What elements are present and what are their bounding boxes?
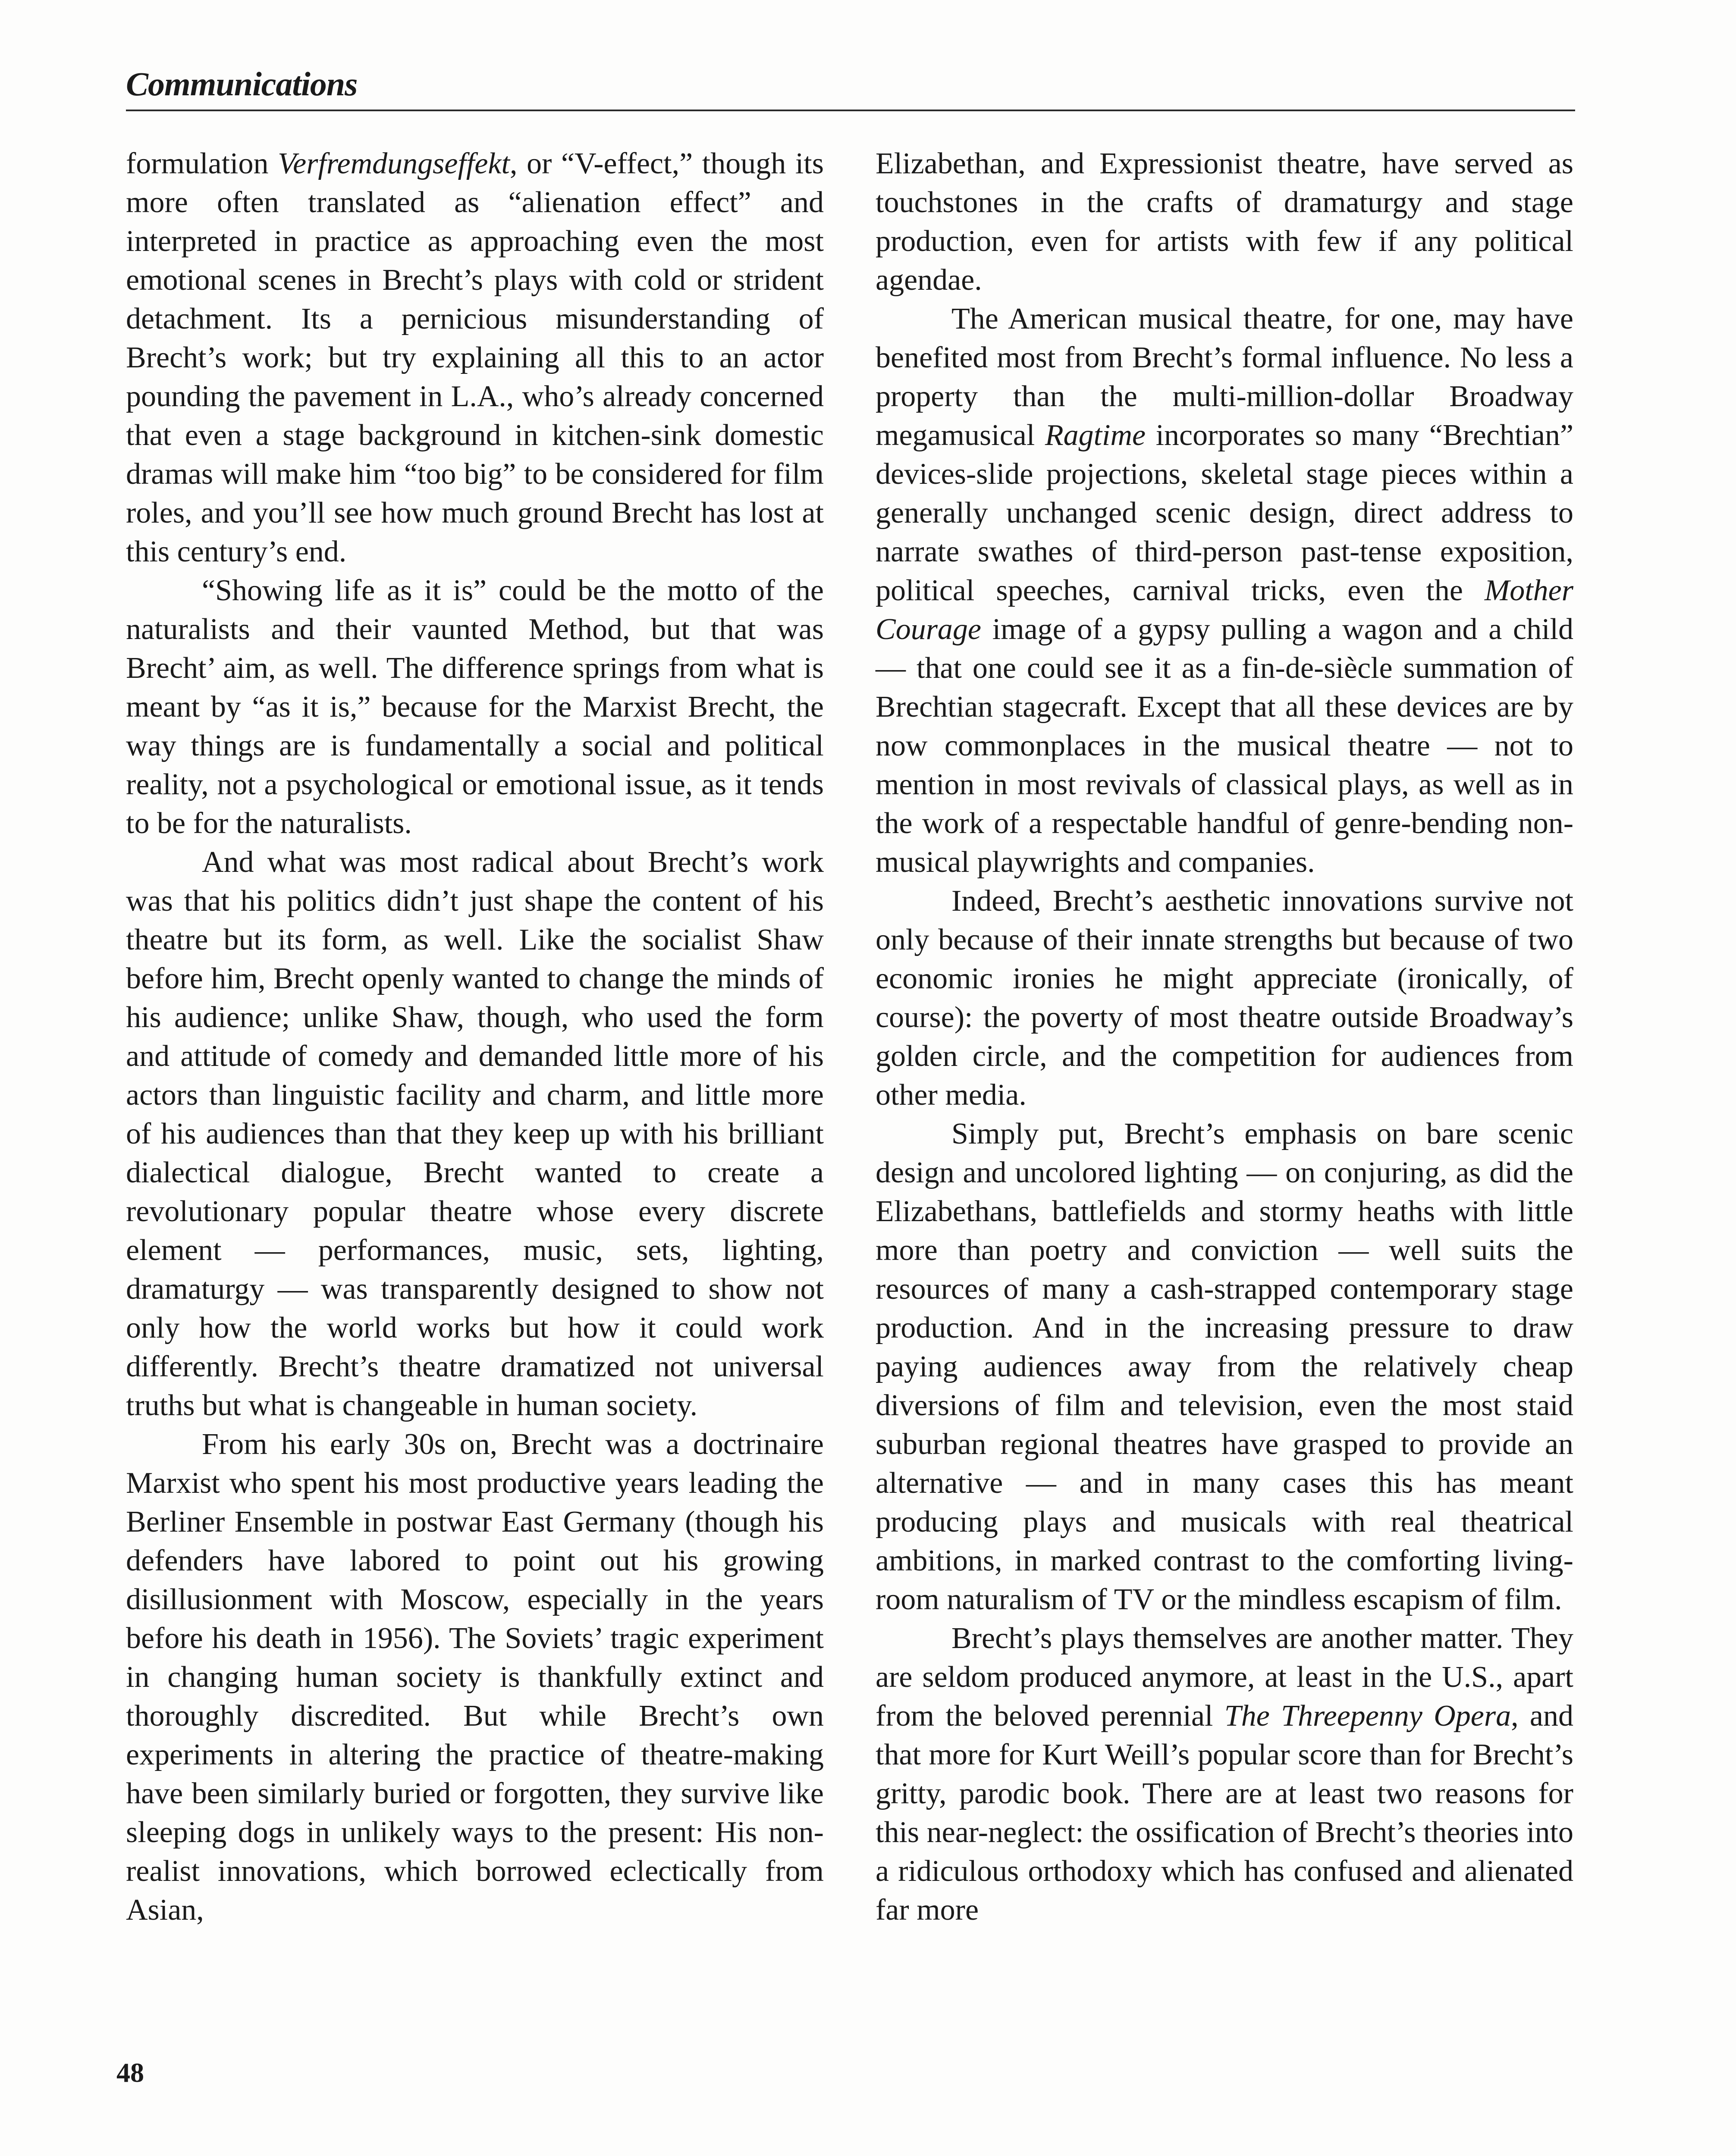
paragraph (126, 144, 824, 571)
text-run: formulation (126, 147, 278, 180)
text-run: Brecht’s plays themselves are another matter. They are seldom produced anymore, at least in the U.S., apart from the beloved perennial (876, 1622, 1573, 1733)
paragraph: And what was most radical about Brecht’s work was that his politics didn’t just shape the content of his theatre but its form, as well. Like the socialist Shaw before him, Brecht openly wanted to change the minds of his audience; unlike Shaw, though, who used the form and attitude of comedy and demanded little more of his actors than linguistic facility and charm, and little more of his audiences than that they keep up with his brilliant dialectical dialogue, Brecht wanted to create a revolutionary popular theatre whose every discrete element — performances, music, sets, lighting, dramaturgy — was transparently designed to show not only how the world works but how it could work differently. Brecht’s theatre dramatized not universal truths but what is changeable in human society. (126, 846, 824, 1422)
header-rule (126, 110, 1575, 111)
running-header (126, 65, 1575, 116)
italic-title: Mother Courage (876, 574, 1573, 646)
paragraph: Indeed, Brecht’s aesthetic innovations survive not only because of their innate strengths but because of two economic ironies he might appreciate (ironically, of course): the poverty of most theatre outside Broadway’s golden circle, and the competition for audiences from other media. (876, 884, 1573, 1112)
paragraph: Simply put, Brecht’s emphasis on bare scenic design and uncolored lighting — on conjuring, as did the Elizabethans, battlefields and stormy heaths with little more than poetry and conviction — well suits the resources of many a cash-strapped contemporary stage production. And in the increasing pressure to draw paying audiences away from the relatively cheap diversions of film and television, even the most staid suburban regional theatres have grasped to provide an alternative — and in many cases this has meant producing plays and musicals with real theatrical ambitions, in marked contrast to the comforting living-room naturalism of TV or the mindless escapism of film. (876, 1117, 1573, 1616)
text-run: incorporates so many “Brechtian” devices-slide projections, skeletal stage pieces within a generally unchanged scenic design, direct address to narrate swathes of third-person past-tense exposition, political speeches, carnival tricks, even the (876, 419, 1574, 607)
paragraph (876, 300, 1573, 882)
right-column (876, 144, 1573, 1930)
paragraph: “Showing life as it is” could be the motto of the naturalists and their vaunted Method, but that was Brecht’ aim, as well. The difference springs from what is meant by “as it is,” because for the Marxist Brecht, the way things are is fundamentally a social and political reality, not a psychological or emotional issue, as it tends to be for the naturalists. (126, 574, 824, 840)
text-run: , or “V-effect,” though its more often translated as “alienation effect” and interpreted in practice as approaching even the most emotional scenes in Brecht’s plays with cold or strident detachment. Its a pernicious misunderstanding of Brecht’s work; but try explaining all this to an actor pounding the pavement in L.A., who’s already concerned that even a stage background in kitchen-sink domestic dramas will make him “too big” to be considered for film roles, and you’ll see how much ground Brecht has lost at this century’s end. (126, 147, 824, 568)
section-title: Communications (126, 65, 358, 103)
paragraph: From his early 30s on, Brecht was a doctrinaire Marxist who spent his most productive years leading the Berliner Ensemble in postwar East Germany (though his defenders have labored to point out his growing disillusionment with Moscow, especially in the years before his death in 1956). The Soviets’ tragic experiment in changing human society is thankfully extinct and thoroughly discredited. But while Brecht’s own experiments in altering the practice of theatre-making have been similarly buried or forgotten, they survive like sleeping dogs in unlikely ways to the present: His non-realist innovations, which borrowed eclectically from Asian, (126, 1428, 824, 1927)
text-run: image of a gypsy pulling a wagon and a child — that one could see it as a fin-de-siècle summation of Brechtian stagecraft. Except that all these devices are by now commonplaces in the musical theatre — not to mention in most revivals of classical plays, as well as in the work of a respectable handful of genre-bending non-musical playwrights and companies. (876, 613, 1573, 879)
paragraph: Elizabethan, and Expressionist theatre, have served as touchstones in the crafts of dramaturgy and stage production, even for artists with few if any political agendae. (876, 147, 1573, 297)
italic-term: Verfremdungseffekt (278, 147, 510, 180)
paragraph (876, 1619, 1573, 1930)
italic-title: Ragtime (1045, 419, 1146, 452)
page-number: 48 (116, 2057, 144, 2088)
left-column (126, 144, 824, 1930)
italic-title: The Threepenny Opera (1224, 1699, 1511, 1733)
text-run: , and that more for Kurt Weill’s popular score than for Brecht’s gritty, parodic book. There are at least two reasons for this near-neglect: the ossification of Brecht’s theories into a ridiculous orthodoxy which has confused and alienated far more (876, 1699, 1573, 1927)
text-run: The American musical theatre, for one, may have benefited most from Brecht’s formal influence. No less a property than the multi-million-dollar Broadway megamusical (876, 302, 1573, 452)
